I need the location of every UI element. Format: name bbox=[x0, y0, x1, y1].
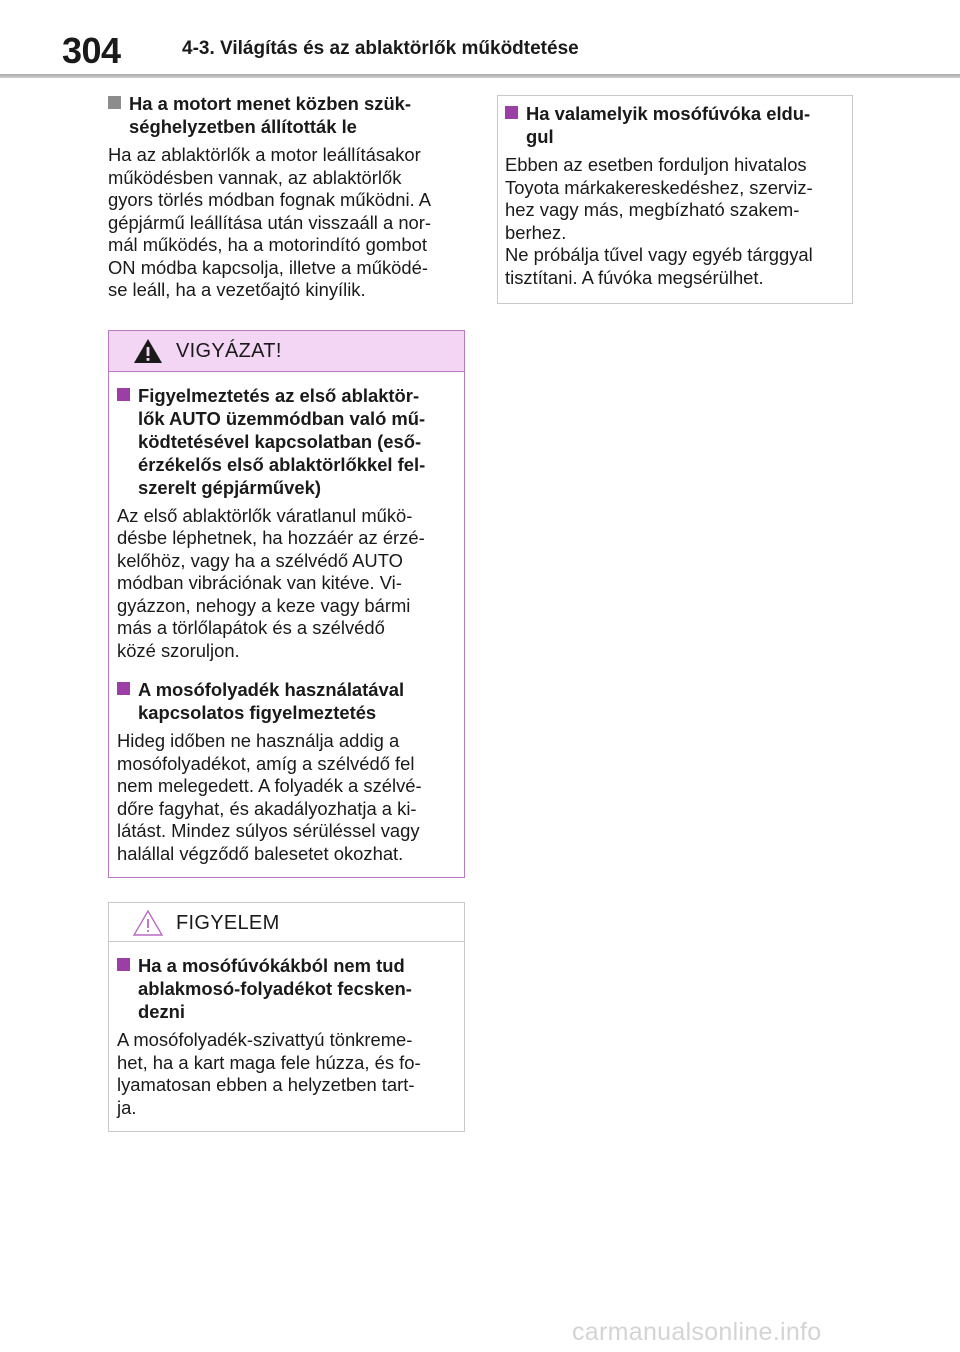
watermark: carmanualsonline.info bbox=[572, 1318, 822, 1346]
left-body: Ha az ablaktörlők a motor leállításakor működésben vannak, az ablaktörlők gyors törlés módban fognak működni. A gépjármű leállítása után visszaáll a nor- mál működés, ha a motorindító gombot ON módba kapcsolja, illetve a működé- se leáll, ha a vezetőajtó kinyílik. bbox=[108, 144, 432, 300]
right-heading-text: Ha valamelyik mosófúvóka eldu- gul bbox=[526, 103, 811, 147]
purple-square-bullet-icon bbox=[117, 388, 130, 401]
right-body: Ebben az esetben forduljon hivatalos Toyota márkakereskedéshez, szerviz- hez vagy más, megbízható szakem- berhez. Ne próbálja tűvel vagy egyéb tárggyal tisztítani. A fúvóka megsérülhet. bbox=[505, 154, 813, 288]
warning-item-body: Hideg időben ne használja addig a mosófolyadékot, amíg a szélvédő fel nem melegedett. A folyadék a szélvé- dőre fagyhat, és akadályozhatja a ki- látást. Mindez súlyos sérüléssel vagy halállal végződő balesetet okozhat. bbox=[117, 730, 422, 864]
warning-item-body: Az első ablaktörlők váratlanul műkö- désbe léphetnek, ha hozzáér az érzé- kelőhöz, vagy ha a szélvédő AUTO módban vibrációnak van kitéve. Vi- gyázzon, nehogy a keze vagy bármi más a törlőlapátok és a szélvédő közé szoruljon. bbox=[117, 504, 425, 661]
warning-box-header bbox=[109, 331, 464, 372]
purple-square-bullet-icon bbox=[117, 958, 130, 971]
section-title: 4-3. Világítás és az ablaktörlők működtetése bbox=[182, 38, 579, 59]
notice-heading-text: Ha a mosófúvókákból nem tud ablakmosó-folyadékot fecsken- dezni bbox=[138, 955, 412, 1022]
notice-box-header bbox=[109, 903, 464, 942]
caution-triangle-icon bbox=[132, 909, 164, 937]
left-column bbox=[108, 92, 468, 1132]
left-heading bbox=[108, 92, 468, 138]
notice-title: FIGYELEM bbox=[176, 912, 280, 934]
warning-box-body bbox=[109, 372, 464, 878]
header-rule bbox=[0, 74, 960, 78]
notice-body: A mosófolyadék-szivattyú tönkreme- het, ha a kart maga fele húzza, és fo- lyamatosan ebben a helyzetben tart- ja. bbox=[117, 1029, 421, 1118]
warning-box bbox=[108, 330, 465, 879]
gray-square-bullet-icon bbox=[108, 96, 121, 109]
warning-item-heading bbox=[117, 678, 450, 724]
warning-item-heading-text: Figyelmeztetés az első ablaktör- lők AUTO üzemmódban való mű- ködtetésével kapcsolatban (eső- érzékelős első ablaktörlőkkel fel- szerelt gépjárművek) bbox=[138, 384, 426, 498]
notice-heading bbox=[117, 954, 450, 1023]
purple-square-bullet-icon bbox=[117, 682, 130, 695]
left-heading-text: Ha a motort menet közben szük- séghelyzetben állították le bbox=[129, 93, 412, 137]
warning-title: VIGYÁZAT! bbox=[176, 339, 282, 362]
notice-box bbox=[108, 902, 465, 1132]
warning-triangle-icon bbox=[132, 337, 164, 365]
notice-box-body bbox=[109, 942, 464, 1131]
right-heading bbox=[505, 102, 840, 148]
right-column bbox=[497, 95, 853, 304]
page-number: 304 bbox=[62, 30, 121, 71]
purple-square-bullet-icon bbox=[505, 106, 518, 119]
right-info-box bbox=[497, 95, 853, 304]
warning-item-heading bbox=[117, 384, 450, 499]
warning-item-heading-text: A mosófolyadék használatával kapcsolatos figyelmeztetés bbox=[138, 679, 405, 723]
